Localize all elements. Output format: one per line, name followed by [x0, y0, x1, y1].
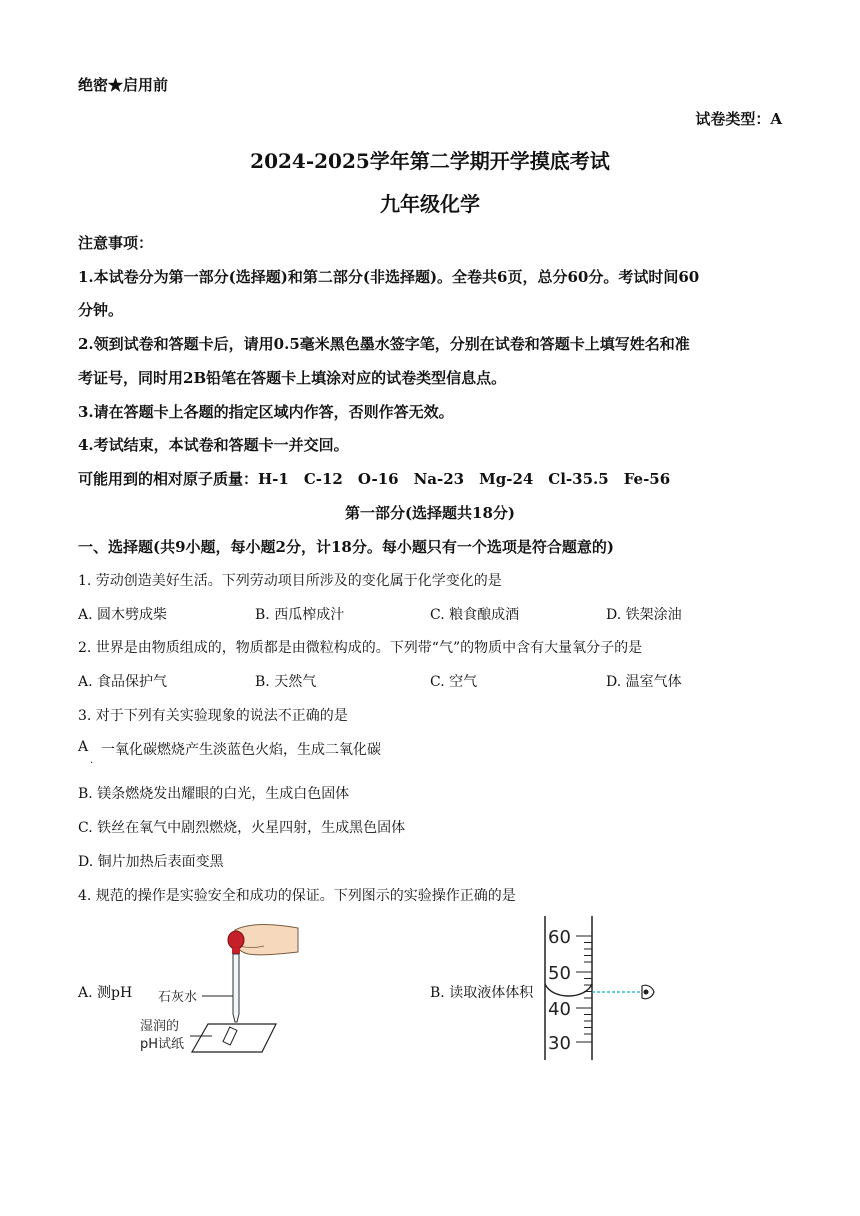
part1-title: 第一部分(选择题共18分) [344, 504, 516, 522]
question-1-option-b: B. 西瓜榨成汁 [255, 607, 345, 623]
ph-paper-label-2: pH试纸 [140, 1037, 185, 1052]
exam-title: 2024-2025学年第二学期开学摸底考试 [250, 149, 610, 173]
question-1-option-a: A. 圆木劈成柴 [78, 607, 168, 623]
exam-subject: 九年级化学 [380, 192, 480, 216]
notice-item-2-line1: 2.领到试卷和答题卡后，请用0.5毫米黑色墨水签字笔，分别在试卷和答题卡上填写姓名和准 [78, 335, 690, 353]
cylinder-tick-30: 30 [548, 1033, 571, 1054]
ph-test-figure [130, 918, 310, 1058]
question-3-stem: 3. 对于下列有关实验现象的说法不正确的是 [78, 708, 348, 724]
notice-item-3: 3.请在答题卡上各题的指定区域内作答，否则作答无效。 [78, 403, 454, 421]
question-4-stem: 4. 规范的操作是实验安全和成功的保证。下列图示的实验操作正确的是 [78, 888, 516, 904]
ph-reagent-label: 石灰水 [158, 990, 198, 1005]
ph-paper-label-1: 湿润的 [140, 1019, 180, 1034]
question-2-stem: 2. 世界是由物质组成的，物质都是由微粒构成的。下列带“气”的物质中含有大量氧分子的是 [78, 640, 643, 656]
question-3-option-a-letter: A [78, 739, 89, 755]
notice-item-4: 4.考试结束，本试卷和答题卡一并交回。 [78, 436, 349, 454]
question-3-option-a: 一氧化碳燃烧产生淡蓝色火焰，生成二氧化碳 [101, 742, 381, 758]
question-2-option-d: D. 温室气体 [606, 674, 682, 690]
question-3-option-d: D. 铜片加热后表面变黑 [78, 854, 224, 870]
section-heading: 一、选择题(共9小题，每小题2分，计18分。每小题只有一个选项是符合题意的) [78, 538, 614, 556]
cylinder-tick-60: 60 [548, 927, 571, 948]
question-1-option-c: C. 粮食酿成酒 [430, 607, 520, 623]
question-4-option-b: B. 读取液体体积 [430, 985, 534, 1001]
question-1-stem: 1. 劳动创造美好生活。下列劳动项目所涉及的变化属于化学变化的是 [78, 573, 502, 589]
notice-item-1-line2: 分钟。 [78, 301, 124, 319]
atomic-masses: 可能用到的相对原子质量：H-1 C-12 O-16 Na-23 Mg-24 Cl-35.5 Fe-56 [78, 470, 671, 488]
notice-heading: 注意事项： [78, 234, 154, 252]
notice-item-2-line2: 考证号，同时用2B铅笔在答题卡上填涂对应的试卷类型信息点。 [78, 369, 507, 387]
secret-mark: 绝密★启用前 [78, 76, 169, 94]
question-2-option-c: C. 空气 [430, 674, 478, 690]
ph-paper [223, 1027, 237, 1045]
question-4-option-a: A. 测pH [78, 985, 133, 1001]
dropper-tube [233, 954, 239, 1022]
question-2-option-b: B. 天然气 [255, 674, 317, 690]
question-3-option-b: B. 镁条燃烧发出耀眼的白光，生成白色固体 [78, 786, 350, 802]
cylinder-tick-40: 40 [548, 999, 571, 1020]
cylinder-tick-50: 50 [548, 963, 571, 984]
question-3-option-a-dot: . [90, 755, 94, 766]
paper-type: 试卷类型：A [695, 110, 782, 128]
question-1-option-d: D. 铁架涂油 [606, 607, 682, 623]
question-3-option-c: C. 铁丝在氧气中剧烈燃烧，火星四射，生成黑色固体 [78, 820, 406, 836]
dropper-bulb [228, 931, 244, 949]
notice-item-1-line1: 1.本试卷分为第一部分(选择题)和第二部分(非选择题)。全卷共6页，总分60分。考试时间60 [78, 268, 700, 286]
liquid-meniscus [545, 984, 592, 996]
cylinder-figure [530, 912, 660, 1064]
question-2-option-a: A. 食品保护气 [78, 674, 168, 690]
